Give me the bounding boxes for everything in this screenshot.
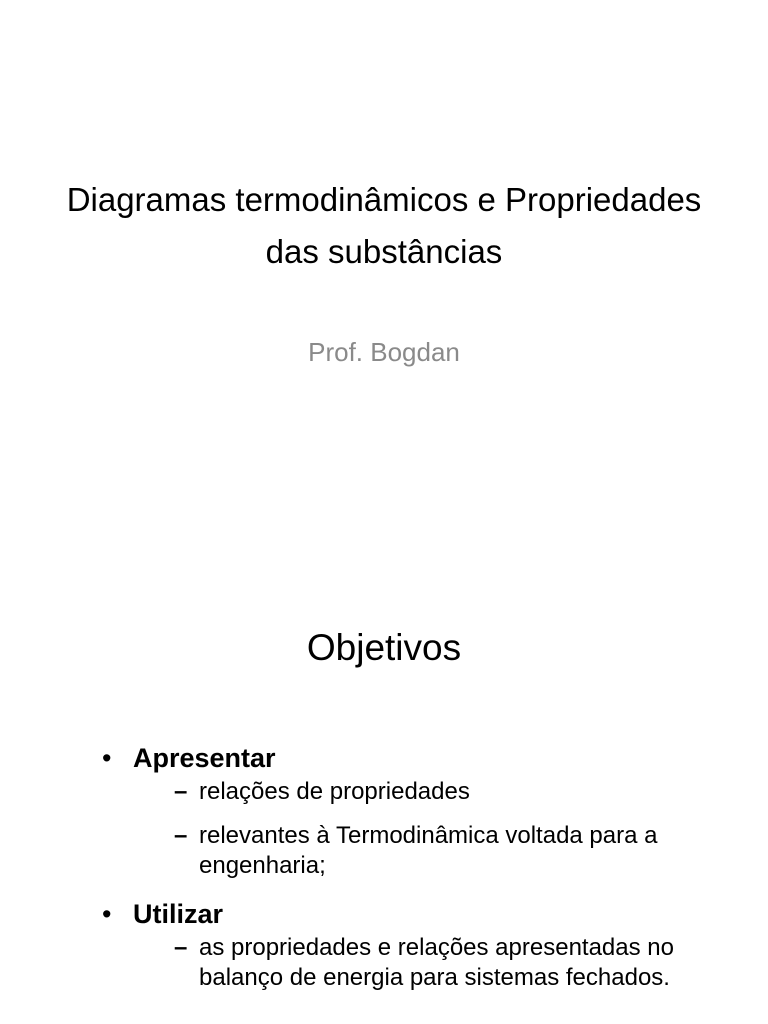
subitem: [133, 933, 720, 993]
slide-title: Objetivos: [306, 627, 462, 668]
subitem-text: relevantes à Termodinâmica voltada para a engenharia;: [199, 822, 658, 879]
subitem-list: [133, 777, 720, 881]
slide-title-line-1: Diagramas termodinâmicos e Propriedades: [66, 181, 702, 218]
dash-icon: –: [174, 822, 188, 849]
bullet-label: Apresentar: [133, 743, 276, 773]
slide-subtitle-author: Prof. Bogdan: [308, 337, 460, 367]
dash-icon: –: [174, 778, 188, 805]
bullet-label: Utilizar: [133, 899, 224, 929]
bullet-list: [100, 739, 720, 1007]
subitem-text: relações de propriedades: [199, 778, 470, 805]
bullet-icon: •: [102, 899, 112, 929]
objectives-slide: [0, 576, 768, 1024]
bullet-item-utilizar: [100, 895, 720, 993]
subitem: [133, 777, 720, 807]
bullet-item-apresentar: [100, 739, 720, 881]
bullet-icon: •: [102, 743, 112, 773]
subitem-list: [133, 933, 720, 993]
slide-title: [0, 174, 768, 278]
dash-icon: –: [174, 934, 188, 961]
subitem: [133, 821, 720, 881]
slide-title-line-2: das substâncias: [265, 233, 503, 270]
subitem-text: as propriedades e relações apresentadas no balanço de energia para sistemas fechados.: [199, 934, 674, 991]
